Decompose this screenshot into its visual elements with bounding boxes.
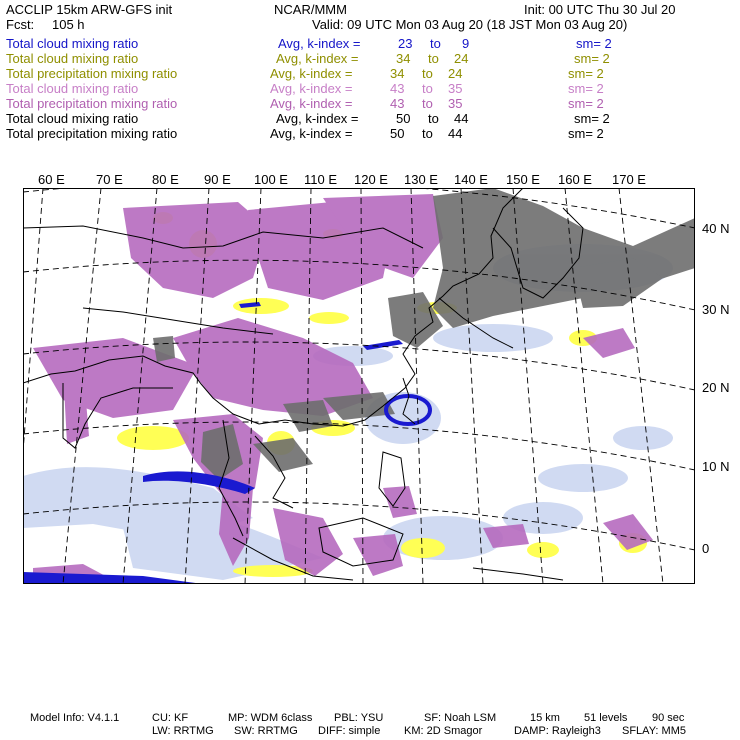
footer-longwave: LW: RRTMG — [152, 725, 214, 737]
field-k-end: 24 — [448, 66, 463, 81]
lat-label: 10 N — [702, 459, 730, 474]
legend-row — [6, 36, 736, 51]
field-to: to — [428, 111, 439, 126]
field-name: Total cloud mixing ratio — [6, 36, 139, 51]
field-desc: Avg, k-index = — [276, 111, 359, 126]
footer-microphysics: MP: WDM 6class — [228, 712, 313, 724]
field-k-end: 35 — [448, 96, 463, 111]
footer-surface: SF: Noah LSM — [424, 712, 497, 724]
field-k-end: 44 — [448, 126, 463, 141]
field-smoothing: sm= 2 — [574, 111, 610, 126]
field-name: Total cloud mixing ratio — [6, 51, 139, 66]
lon-label: 140 E — [454, 172, 488, 187]
field-k-start: 50 — [396, 111, 411, 126]
legend-row — [6, 66, 736, 81]
legend-row — [6, 51, 736, 66]
field-smoothing: sm= 2 — [568, 66, 604, 81]
footer-levels: 51 levels — [584, 712, 628, 724]
field-k-start: 50 — [390, 126, 405, 141]
field-name: Total cloud mixing ratio — [6, 81, 139, 96]
field-k-start: 43 — [390, 81, 405, 96]
field-to: to — [422, 96, 433, 111]
footer-sflay: SFLAY: MM5 — [622, 725, 686, 737]
field-k-start: 34 — [390, 66, 405, 81]
field-name: Total precipitation mixing ratio — [6, 126, 178, 141]
footer-resolution: 15 km — [530, 712, 560, 724]
lon-label: 110 E — [304, 172, 338, 187]
lon-label: 90 E — [204, 172, 231, 187]
field-k-end: 44 — [454, 111, 469, 126]
field-desc: Avg, k-index = — [270, 66, 353, 81]
lat-label: 40 N — [702, 221, 730, 236]
footer-damping: DAMP: Rayleigh3 — [514, 725, 601, 737]
lon-label: 150 E — [506, 172, 540, 187]
field-to: to — [422, 126, 433, 141]
lon-label: 60 E — [38, 172, 65, 187]
legend-row — [6, 111, 736, 126]
lat-label: 30 N — [702, 302, 730, 317]
field-k-start: 23 — [398, 36, 413, 51]
model-title: ACCLIP 15km ARW-GFS init — [6, 2, 173, 17]
legend-row — [6, 81, 736, 96]
field-k-end: 9 — [462, 36, 470, 51]
lon-label: 130 E — [404, 172, 438, 187]
forecast-label: Fcst: — [6, 17, 35, 32]
footer-cumulus: CU: KF — [152, 712, 189, 724]
field-smoothing: sm= 2 — [568, 96, 604, 111]
field-smoothing: sm= 2 — [568, 126, 604, 141]
field-name: Total cloud mixing ratio — [6, 111, 139, 126]
field-name: Total precipitation mixing ratio — [6, 96, 178, 111]
lon-label: 120 E — [354, 172, 388, 187]
field-desc: Avg, k-index = — [270, 96, 353, 111]
init-time: Init: 00 UTC Thu 30 Jul 20 — [524, 2, 676, 17]
footer-km: KM: 2D Smagor — [404, 725, 483, 737]
forecast-hour: 105 h — [52, 17, 85, 32]
field-to: to — [430, 36, 441, 51]
field-to: to — [422, 81, 433, 96]
valid-time: Valid: 09 UTC Mon 03 Aug 20 (18 JST Mon 03 Aug 20) — [312, 17, 628, 32]
lat-label: 0 — [702, 541, 710, 556]
center-name: NCAR/MMM — [274, 2, 347, 17]
lon-label: 100 E — [254, 172, 288, 187]
field-smoothing: sm= 2 — [574, 51, 610, 66]
legend-row — [6, 126, 736, 141]
field-desc: Avg, k-index = — [270, 126, 353, 141]
lon-label: 170 E — [612, 172, 646, 187]
field-desc: Avg, k-index = — [276, 51, 359, 66]
lat-label: 20 N — [702, 380, 730, 395]
lon-label: 160 E — [558, 172, 592, 187]
field-desc: Avg, k-index = — [278, 36, 361, 51]
footer-diffusion: DIFF: simple — [318, 725, 381, 737]
field-desc: Avg, k-index = — [270, 81, 353, 96]
footer-model-info: Model Info: V4.1.1 — [30, 712, 120, 724]
field-to: to — [422, 66, 433, 81]
footer-timestep: 90 sec — [652, 712, 685, 724]
field-k-start: 43 — [390, 96, 405, 111]
field-smoothing: sm= 2 — [568, 81, 604, 96]
lon-label: 80 E — [152, 172, 179, 187]
field-name: Total precipitation mixing ratio — [6, 66, 178, 81]
field-k-start: 34 — [396, 51, 411, 66]
field-to: to — [428, 51, 439, 66]
legend-row — [6, 96, 736, 111]
field-k-end: 24 — [454, 51, 469, 66]
field-smoothing: sm= 2 — [576, 36, 612, 51]
field-k-end: 35 — [448, 81, 463, 96]
forecast-map — [23, 188, 695, 584]
lon-label: 70 E — [96, 172, 123, 187]
footer-pbl: PBL: YSU — [334, 712, 384, 724]
footer-shortwave: SW: RRTMG — [234, 725, 298, 737]
